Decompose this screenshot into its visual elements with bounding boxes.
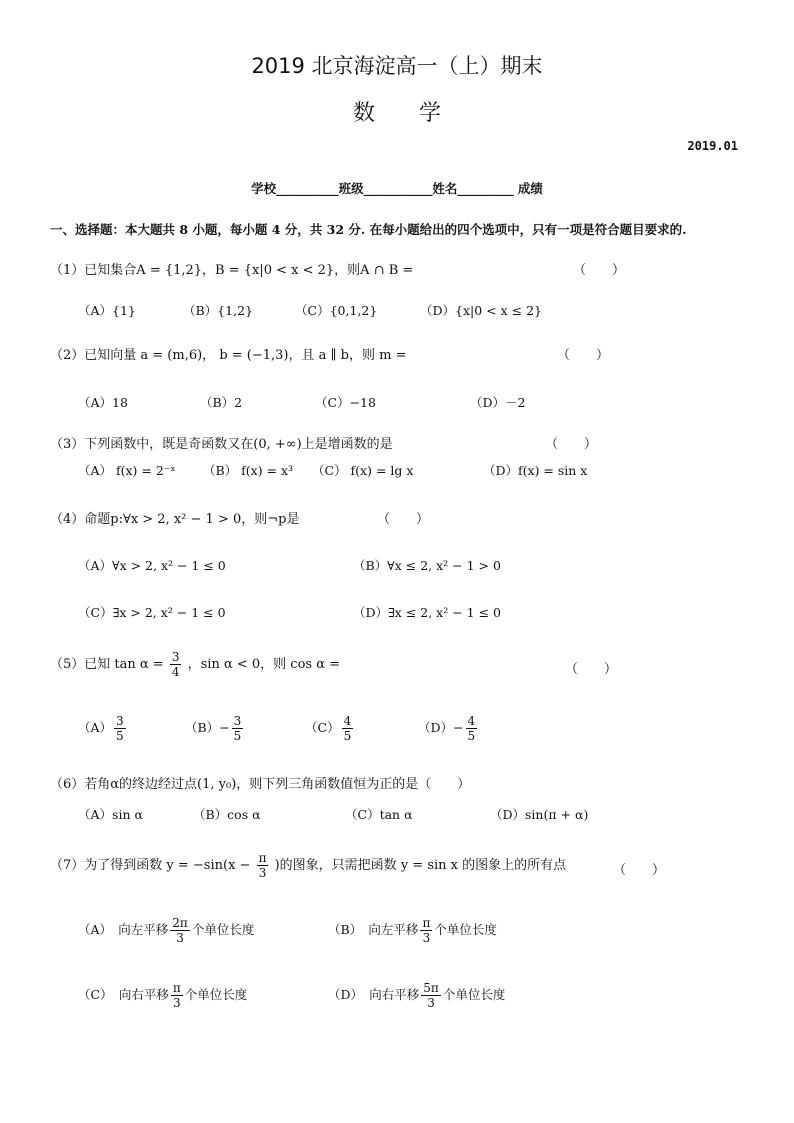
- question-5-option-c: （C） $\frac{4}{5}$: [305, 714, 352, 743]
- question-5-fraction: $\frac{3}{4}$: [171, 650, 180, 679]
- exam-date: 2019.01: [687, 139, 738, 153]
- question-1-option-a: （A）{1}: [78, 303, 136, 318]
- question-7-answer-bracket: （ ）: [613, 863, 666, 878]
- question-2-option-a: （A）18: [78, 395, 128, 410]
- question-1-option-d: （D）{x|0 < x ≤ 2}: [420, 303, 542, 318]
- question-4-option-d: （D）∃x ≤ 2, x² − 1 ≤ 0: [353, 605, 501, 620]
- question-2-stem: （2）已知向量 a = (m,6)， b = (−1,3)，且 a ∥ b，则 m =: [50, 348, 407, 363]
- question-3-option-a: （A） f(x) = 2⁻ˣ: [78, 463, 176, 478]
- question-5-option-a: （A） $\frac{3}{5}$: [78, 714, 124, 743]
- question-3-option-d: （D）f(x) = sin x: [483, 463, 588, 478]
- question-6-option-a: （A）sin α: [78, 807, 143, 822]
- subject-title: 数 学: [352, 101, 441, 126]
- question-5-answer-bracket: （ ）: [565, 662, 618, 677]
- question-6-option-d: （D）sin(π + α): [490, 807, 589, 822]
- question-2-option-d: （D）－2: [470, 395, 526, 410]
- section-heading: 一、选择题：本大题共 8 小题，每小题 4 分，共 32 分. 在每小题给出的四个选项中，只有一项是符合题目要求的.: [50, 222, 687, 237]
- question-7-option-a: （A） 向左平移 $\frac{2\pi}{3}$ 个单位长度: [78, 916, 255, 945]
- question-7-fraction: $\frac{\pi}{3}$: [258, 851, 267, 880]
- question-1-answer-bracket: （ ）: [573, 263, 626, 278]
- student-info-line: 学校__________班级___________姓名_________ 成绩: [251, 181, 543, 196]
- question-3-stem: （3）下列函数中，既是奇函数又在(0, +∞)上是增函数的是: [50, 437, 393, 452]
- question-3-answer-bracket: （ ）: [545, 437, 598, 452]
- question-4-answer-bracket: （ ）: [377, 512, 430, 527]
- question-1-option-c: （C）{0,1,2}: [295, 303, 378, 318]
- question-4-option-a: （A）∀x > 2, x² − 1 ≤ 0: [78, 558, 226, 573]
- question-5-option-b: （B）− $\frac{3}{5}$: [185, 714, 242, 743]
- question-3-option-b: （B） f(x) = x³: [203, 463, 294, 478]
- question-2-answer-bracket: （ ）: [557, 348, 610, 363]
- question-7-option-b: （B） 向左平移 $\frac{\pi}{3}$ 个单位长度: [328, 916, 497, 945]
- question-3-option-c: （C） f(x) = lg x: [312, 463, 414, 478]
- question-2-option-c: （C）−18: [315, 395, 376, 410]
- question-4-option-b: （B）∀x ≤ 2, x² − 1 > 0: [353, 558, 501, 573]
- question-1-stem: （1）已知集合A = {1,2}，B = {x|0 < x < 2}，则A ∩ B =: [50, 263, 414, 278]
- question-7-stem: （7）为了得到函数 y = −sin(x − $\frac{\pi}{3}$ )的图象，只需把函数 y = sin x 的图象上的所有点: [50, 851, 567, 880]
- question-5-option-d: （D）− $\frac{4}{5}$: [418, 714, 476, 743]
- question-5-stem: （5）已知 tan α = $\frac{3}{4}$ ，sin α < 0，则 cos α =: [50, 650, 340, 679]
- question-6-stem: （6）若角α的终边经过点(1, y₀)，则下列三角函数值恒为正的是（ ）: [50, 777, 471, 792]
- question-1-option-b: （B）{1,2}: [183, 303, 253, 318]
- question-2-option-b: （B）2: [200, 395, 243, 410]
- exam-title: 2019 北京海淀高一（上）期末: [251, 54, 543, 78]
- question-6-option-b: （B）cos α: [193, 807, 261, 822]
- question-4-option-c: （C）∃x > 2, x² − 1 ≤ 0: [78, 605, 226, 620]
- question-7-option-d: （D） 向右平移 $\frac{5\pi}{3}$ 个单位长度: [328, 981, 506, 1010]
- question-4-stem: （4）命题p:∀x > 2, x² − 1 > 0，则¬p是: [50, 512, 300, 527]
- question-6-option-c: （C）tan α: [345, 807, 413, 822]
- question-7-option-c: （C） 向右平移 $\frac{\pi}{3}$ 个单位长度: [78, 981, 248, 1010]
